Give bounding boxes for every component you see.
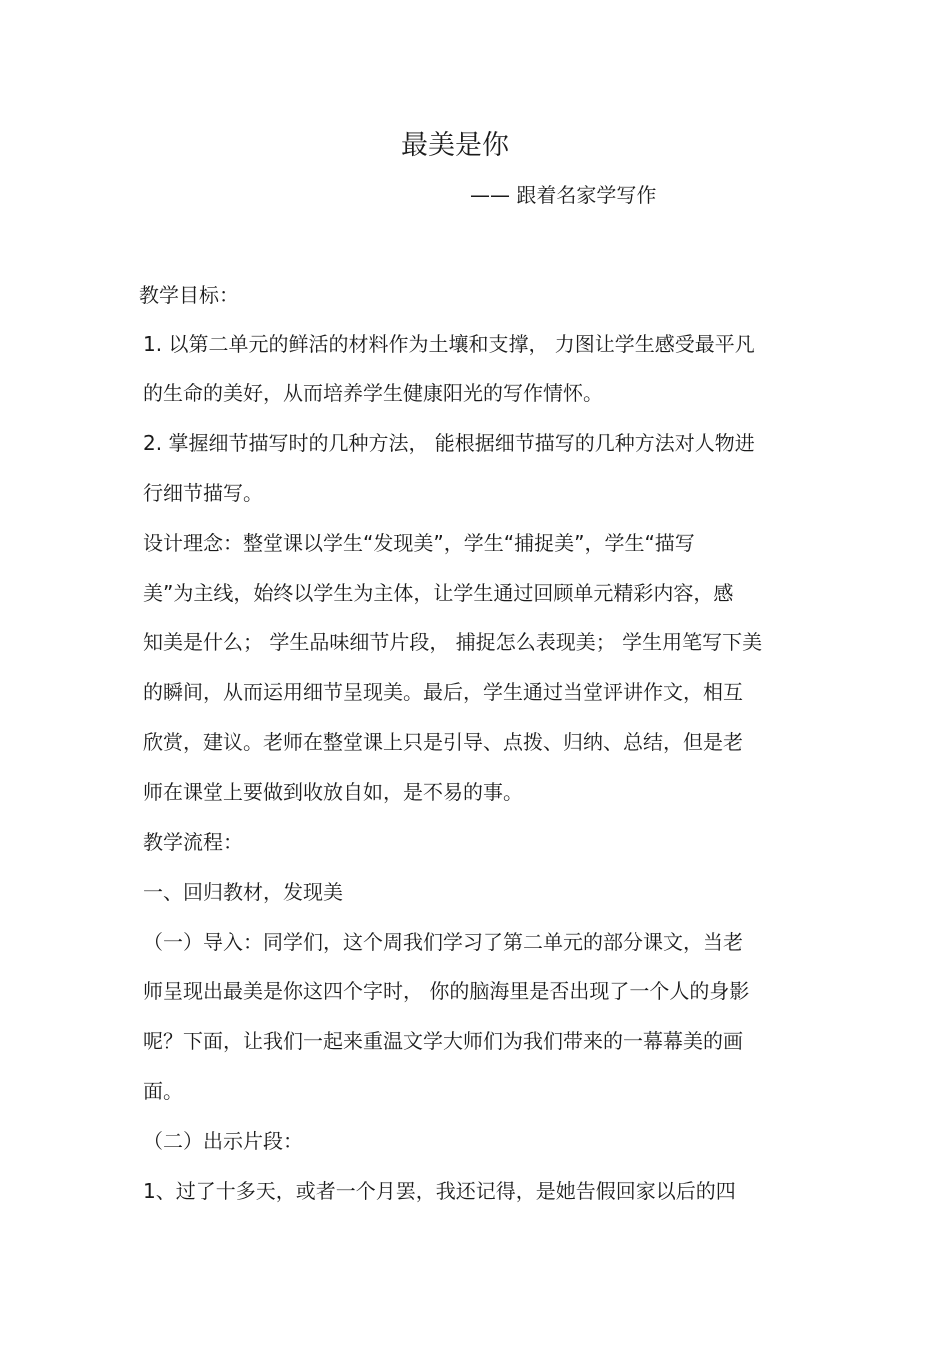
paragraph-line: 2. 掌握细节描写时的几种方法， 能根据细节描写的几种方法对人物进 — [143, 431, 755, 455]
paragraph-line: 1、过了十多天，或者一个月罢，我还记得，是她告假回家以后的四 — [143, 1179, 736, 1203]
paragraph-line: 美”为主线，始终以学生为主体，让学生通过回顾单元精彩内容，感 — [143, 581, 734, 605]
paragraph-line: 的生命的美好，从而培养学生健康阳光的写作情怀。 — [143, 381, 603, 405]
paragraph-line: 面。 — [143, 1079, 183, 1103]
paragraph-line: 设计理念：整堂课以学生“发现美”，学生“捕捉美”，学生“描写 — [143, 531, 695, 555]
paragraph-line: 欣赏，建议。老师在整堂课上只是引导、点拨、归纳、总结，但是老 — [143, 730, 743, 754]
paragraph-line: 的瞬间，从而运用细节呈现美。最后，学生通过当堂评讲作文，相互 — [143, 680, 743, 704]
section-heading-teaching-goals: 教学目标： — [139, 283, 239, 307]
paragraph-line: （一）导入：同学们，这个周我们学习了第二单元的部分课文，当老 — [143, 930, 743, 954]
subsection-heading: （二）出示片段： — [143, 1129, 303, 1153]
paragraph-line: 呢？下面，让我们一起来重温文学大师们为我们带来的一幕幕美的画 — [143, 1029, 743, 1053]
paragraph-line: 1. 以第二单元的鲜活的材料作为土壤和支撑， 力图让学生感受最平凡 — [143, 332, 755, 356]
paragraph-line: 师在课堂上要做到收放自如，是不易的事。 — [143, 780, 523, 804]
paragraph-line: 师呈现出最美是你这四个字时， 你的脑海里是否出现了一个人的身影 — [143, 979, 750, 1003]
document-title: 最美是你 — [401, 130, 509, 161]
section-heading: 一、回归教材，发现美 — [143, 880, 343, 904]
paragraph-line: 行细节描写。 — [143, 481, 263, 505]
section-heading-teaching-process: 教学流程： — [143, 830, 243, 854]
document-subtitle: —— 跟着名家学写作 — [470, 183, 657, 207]
paragraph-line: 知美是什么； 学生品味细节片段， 捕捉怎么表现美； 学生用笔写下美 — [143, 630, 763, 654]
